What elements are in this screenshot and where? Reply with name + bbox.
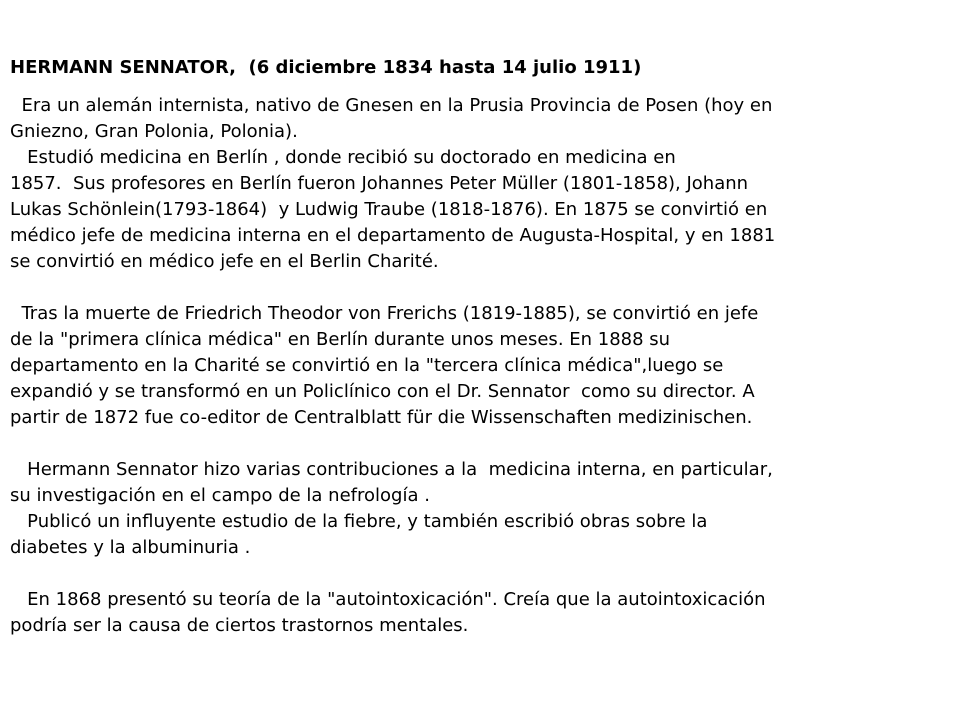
text-line: se convirtió en médico jefe en el Berlin Charité.: [10, 251, 439, 272]
text-line: partir de 1872 fue co-editor de Centralblatt für die Wissenschaften medizinischen.: [10, 407, 753, 428]
text-line: Era un alemán internista, nativo de Gnesen en la Prusia Provincia de Posen (hoy en: [10, 95, 773, 116]
text-line: Tras la muerte de Friedrich Theodor von Frerichs (1819-1885), se convirtió en jefe: [10, 303, 759, 324]
blank-line: [10, 275, 940, 301]
text-line: médico jefe de medicina interna en el departamento de Augusta-Hospital, y en 1881: [10, 225, 776, 246]
text-line: Publicó un influyente estudio de la fiebre, y también escribió obras sobre la: [10, 511, 708, 532]
text-line: En 1868 presentó su teoría de la "autointoxicación". Creía que la autointoxicación: [10, 589, 766, 610]
blank-line: [10, 431, 940, 457]
text-line: diabetes y la albuminuria .: [10, 537, 251, 558]
text-line: Estudió medicina en Berlín , donde recibió su doctorado en medicina en: [10, 147, 676, 168]
text-line: su investigación en el campo de la nefrología .: [10, 485, 430, 506]
text-line: Hermann Sennator hizo varias contribuciones a la medicina interna, en particular,: [10, 459, 773, 480]
text-line: de la "primera clínica médica" en Berlín durante unos meses. En 1888 su: [10, 329, 671, 350]
text-line: Gniezno, Gran Polonia, Polonia).: [10, 121, 298, 142]
body-text: [10, 93, 940, 639]
page-title: HERMANN SENNATOR, (6 diciembre 1834 hasta 14 julio 1911): [10, 57, 642, 78]
blank-line: [10, 561, 940, 587]
text-line: podría ser la causa de ciertos trastornos mentales.: [10, 615, 469, 636]
slide-content: [10, 55, 940, 639]
text-line: expandió y se transformó en un Policlínico con el Dr. Sennator como su director. A: [10, 381, 755, 402]
text-line: departamento en la Charité se convirtió en la "tercera clínica médica",luego se: [10, 355, 724, 376]
text-line: 1857. Sus profesores en Berlín fueron Johannes Peter Müller (1801-1858), Johann: [10, 173, 749, 194]
text-line: Lukas Schönlein(1793-1864) y Ludwig Traube (1818-1876). En 1875 se convirtió en: [10, 199, 768, 220]
